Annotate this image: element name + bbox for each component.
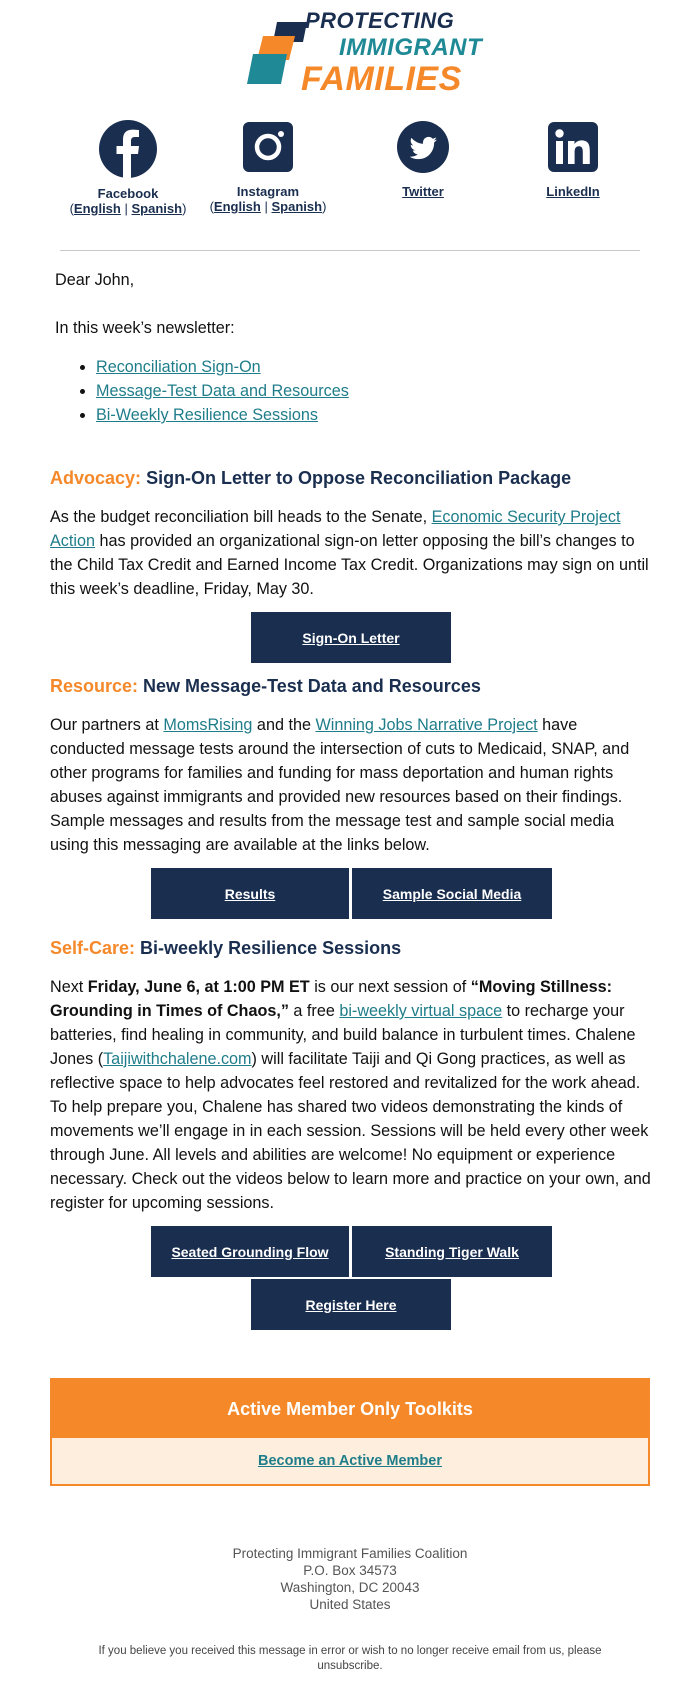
section-tag: Resource:: [50, 676, 139, 696]
greeting: Dear John,: [55, 271, 135, 289]
body-text: As the budget reconciliation bill heads to the Senate,: [50, 508, 432, 526]
section-selfcare-body: [50, 975, 656, 1215]
register-here-button[interactable]: Register Here: [251, 1279, 451, 1330]
standing-tiger-walk-button[interactable]: Standing Tiger Walk: [352, 1226, 552, 1277]
social-twitter: [348, 120, 498, 199]
section-selfcare-heading: [50, 938, 401, 959]
section-title: Sign-On Letter to Oppose Reconciliation Package: [146, 468, 572, 488]
linkedin-link[interactable]: LinkedIn: [546, 184, 600, 199]
sample-social-media-button[interactable]: Sample Social Media: [352, 868, 552, 919]
taiji-link[interactable]: Taijiwithchalene.com: [103, 1050, 252, 1068]
sign-on-letter-button[interactable]: Sign-On Letter: [251, 612, 451, 663]
toc-link-resilience[interactable]: Bi-Weekly Resilience Sessions: [96, 406, 318, 424]
social-links: [0, 120, 700, 230]
footer-po-box: P.O. Box 34573: [303, 1563, 397, 1578]
instagram-icon[interactable]: [239, 120, 297, 178]
body-text: has provided an organizational sign-on letter opposing the bill’s changes to the Child Tax Credit and Earned Income Tax Credit. Organizations may sign on until this week’s deadline, Friday, May 30.: [50, 532, 649, 598]
newsletter-toc: [76, 355, 349, 427]
social-linkedin: [498, 120, 648, 199]
section-tag: Self-Care:: [50, 938, 136, 958]
header-divider: [60, 250, 640, 251]
social-facebook: Facebook (English | Spanish): [53, 120, 203, 216]
section-advocacy-heading: [50, 468, 571, 489]
active-member-cta: [52, 1438, 648, 1484]
body-text: and the: [252, 716, 316, 734]
session-date: Friday, June 6, at 1:00 PM ET: [87, 978, 310, 996]
instagram-spanish-link[interactable]: Spanish: [271, 199, 323, 214]
facebook-label: Facebook: [97, 186, 159, 201]
twitter-icon[interactable]: [394, 120, 452, 178]
virtual-space-link[interactable]: bi-weekly virtual space: [339, 1002, 503, 1020]
pif-logo[interactable]: [233, 8, 483, 104]
logo-line-families: FAMILIES: [301, 60, 462, 98]
facebook-separator: |: [124, 201, 128, 216]
section-resource-heading: [50, 676, 481, 697]
body-text: to recharge your batteries, find healing in community, and build balance in turbulent times. Chalene Jones (: [50, 1002, 636, 1068]
toc-item: [96, 379, 349, 403]
facebook-spanish-link[interactable]: Spanish: [131, 201, 183, 216]
footer-city: Washington, DC 20043: [280, 1580, 420, 1595]
instagram-english-link[interactable]: English: [213, 199, 261, 214]
section-advocacy-body: [50, 505, 656, 601]
toc-item: [96, 403, 349, 427]
body-text: ) will facilitate Taiji and Qi Gong practices, as well as reflective space to help advocates feel restored and revitalized for the work ahead. To help prepare you, Chalene has shared two videos demonstrating the kinds of movements we’ll engage in in each session. Sessions will be held every other week through June. All levels and abilities are welcome! No equipment or experience necessary. Check out the videos below to learn more and practice on your own, and register for upcoming sessions.: [50, 1050, 651, 1212]
toc-link-message-test[interactable]: Message-Test Data and Resources: [96, 382, 349, 400]
become-member-link[interactable]: Become an Active Member: [257, 1453, 442, 1469]
body-text: is our next session of: [309, 978, 471, 996]
section-tag: Advocacy:: [50, 468, 142, 488]
momsrising-link[interactable]: MomsRising: [163, 716, 253, 734]
facebook-english-link[interactable]: English: [73, 201, 121, 216]
footer-address: [0, 1545, 700, 1613]
toc-link-reconciliation[interactable]: Reconciliation Sign-On: [96, 358, 261, 376]
session-title: “Moving Stillness: Grounding in Times of Chaos,”: [50, 978, 612, 1020]
facebook-icon[interactable]: [99, 120, 157, 178]
body-text: Next: [50, 978, 88, 996]
body-text: have conducted message tests around the intersection of cuts to Medicaid, SNAP, and other programs for families and funding for mass deportation and human rights abuses against immigrants and provided new resources based on their findings. Sample messages and results from the message test and sample social media using this messaging are available at the links below.: [50, 716, 630, 854]
linkedin-icon[interactable]: [544, 120, 602, 178]
twitter-link[interactable]: Twitter: [402, 184, 444, 199]
results-button[interactable]: Results: [151, 868, 349, 919]
intro-text: In this week’s newsletter:: [55, 319, 235, 337]
section-resource-body: [50, 713, 656, 857]
seated-grounding-flow-button[interactable]: Seated Grounding Flow: [151, 1226, 349, 1277]
logo-line-immigrant: IMMIGRANT: [339, 34, 483, 61]
social-instagram: Instagram (English | Spanish): [193, 120, 343, 214]
toc-item: [96, 355, 349, 379]
esp-action-link[interactable]: Economic Security Project Action: [50, 508, 621, 550]
body-text: a free: [288, 1002, 340, 1020]
instagram-separator: |: [264, 199, 268, 214]
unsubscribe-note[interactable]: If you believe you received this message in error or wish to no longer receive email from us, please unsubscribe.: [98, 1645, 602, 1672]
winning-jobs-link[interactable]: Winning Jobs Narrative Project: [315, 716, 538, 734]
section-title: Bi-weekly Resilience Sessions: [140, 938, 402, 958]
footer-country: United States: [309, 1597, 391, 1612]
active-member-title: Active Member Only Toolkits: [52, 1380, 648, 1438]
active-member-box: [50, 1378, 650, 1486]
instagram-label: Instagram: [236, 184, 300, 199]
section-title: New Message-Test Data and Resources: [143, 676, 481, 696]
body-text: Our partners at: [50, 716, 164, 734]
footer-org: Protecting Immigrant Families Coalition: [232, 1546, 468, 1561]
logo-line-protecting: PROTECTING: [305, 8, 455, 33]
